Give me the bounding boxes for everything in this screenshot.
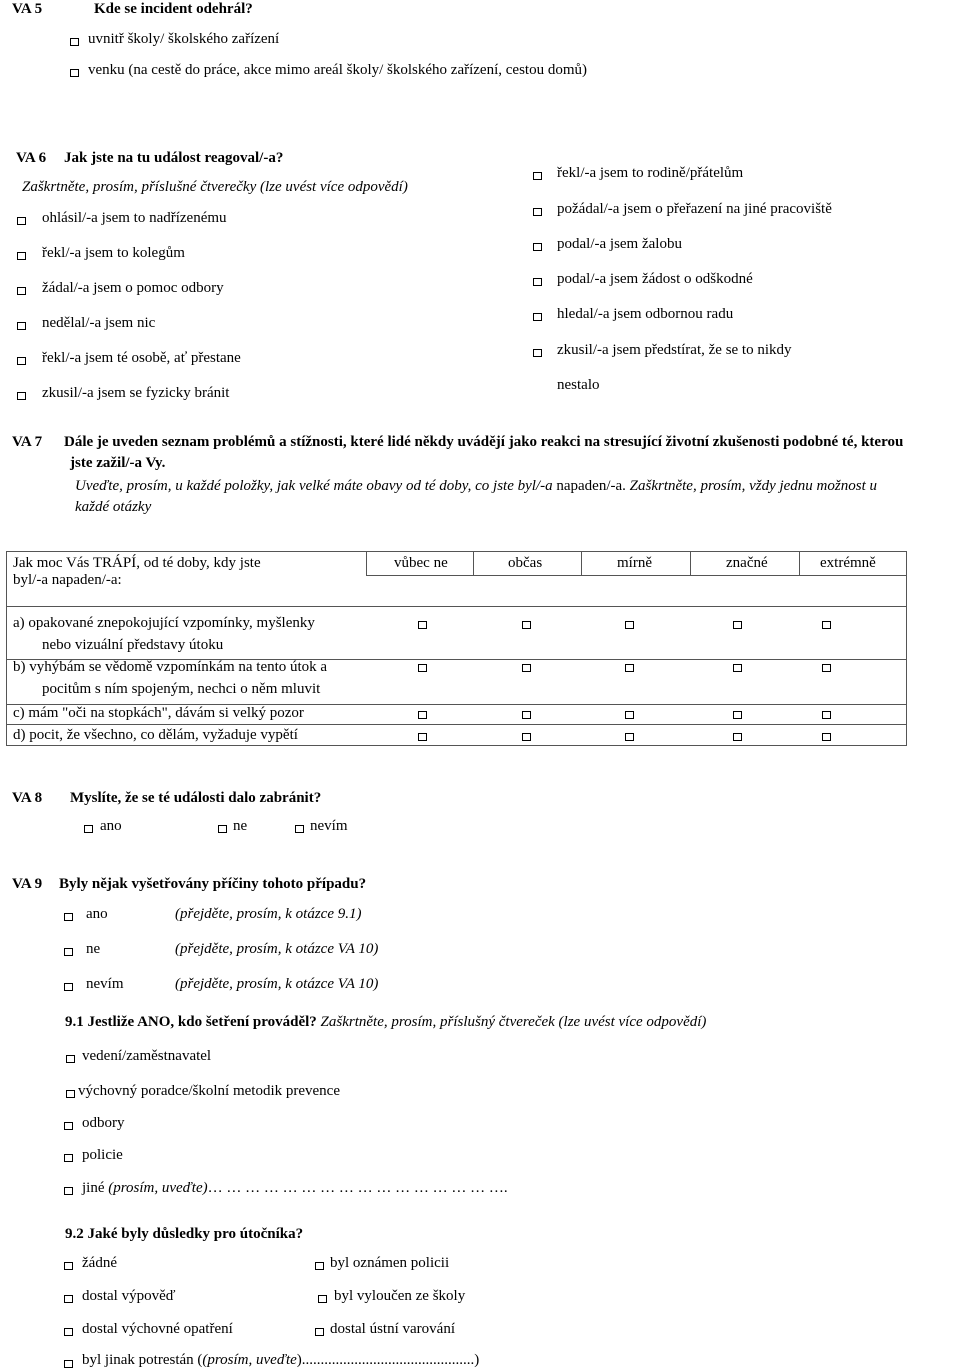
- va5-option-2-checkbox[interactable]: [70, 69, 79, 77]
- q91-other-checkbox[interactable]: [64, 1187, 73, 1195]
- q92-other-fill[interactable]: )..............................................): [296, 1352, 480, 1368]
- q92-left-option-2-checkbox[interactable]: [64, 1295, 73, 1303]
- va6-left-option-5-checkbox[interactable]: [17, 357, 26, 365]
- q91-option-2-label: výchovný poradce/školní metodik prevence: [78, 1083, 341, 1099]
- va7-row-a-line2: nebo vizuální představy útoku: [42, 637, 224, 653]
- q91-option-4-label: policie: [82, 1147, 123, 1163]
- va7-instruction-part-c: Zaškrtněte, prosím, vždy jednu možnost u: [629, 478, 877, 494]
- va6-left-option-1-checkbox[interactable]: [17, 217, 26, 225]
- q91-option-3-checkbox[interactable]: [64, 1122, 73, 1130]
- va7-col-extremne: extrémně: [820, 555, 876, 571]
- va7-col-znacne: značné: [726, 555, 768, 571]
- q92-other-checkbox[interactable]: [64, 1360, 73, 1368]
- va7-row-b-znacne-checkbox[interactable]: [733, 664, 742, 672]
- va6-left-option-6-checkbox[interactable]: [17, 392, 26, 400]
- va6-left-option-2-label: řekl/-a jsem to kolegům: [42, 245, 185, 261]
- va8-ne-checkbox[interactable]: [218, 825, 227, 833]
- va9-question: Byly nějak vyšetřovány příčiny tohoto případu?: [59, 876, 367, 892]
- va9-ne-checkbox[interactable]: [64, 948, 73, 956]
- va7-instruction-line2: každé otázky: [75, 499, 152, 515]
- va7-row-a-extremne-checkbox[interactable]: [822, 621, 831, 629]
- q91-other-fill[interactable]: … … … … … … … … … … … … … … … ….: [207, 1180, 508, 1196]
- va7-row-d-obcas-checkbox[interactable]: [522, 733, 531, 741]
- va6-right-option-1-checkbox[interactable]: [533, 172, 542, 180]
- va7-row-c-mirne-checkbox[interactable]: [625, 711, 634, 719]
- va6-right-option-6-continuation: nestalo: [557, 377, 600, 393]
- va6-left-option-6-label: zkusil/-a jsem se fyzicky bránit: [42, 385, 230, 401]
- va7-row-a-mirne-checkbox[interactable]: [625, 621, 634, 629]
- va6-left-option-5-label: řekl/-a jsem té osobě, ať přestane: [42, 350, 241, 366]
- va7-instruction-line1: [75, 477, 877, 495]
- va6-left-option-3-label: žádal/-a jsem o pomoc odbory: [42, 280, 224, 296]
- q91-option-3-label: odbory: [82, 1115, 125, 1131]
- q92-question: 9.2 Jaké byly důsledky pro útočníka?: [65, 1226, 304, 1242]
- va7-row-c-znacne-checkbox[interactable]: [733, 711, 742, 719]
- va6-question: Jak jste na tu událost reagoval/-a?: [64, 150, 284, 166]
- va7-row-c-extremne-checkbox[interactable]: [822, 711, 831, 719]
- va6-left-option-1-label: ohlásil/-a jsem to nadřízenému: [42, 210, 227, 226]
- va9-number: VA 9: [12, 876, 43, 892]
- va7-row-a-line1: a) opakované znepokojující vzpomínky, myšlenky: [13, 615, 315, 631]
- va7-col-vubec-ne: vůbec ne: [394, 555, 448, 571]
- q92-left-option-1-label: žádné: [82, 1255, 117, 1271]
- va7-row-a-vubec-ne-checkbox[interactable]: [418, 621, 427, 629]
- va6-right-option-6-label: zkusil/-a jsem předstírat, že se to nikdy: [557, 342, 792, 358]
- va7-row-b-mirne-checkbox[interactable]: [625, 664, 634, 672]
- q91-other-label: jiné: [82, 1180, 109, 1196]
- va7-table-header-line1: Jak moc Vás TRÁPÍ, od té doby, kdy jste: [13, 555, 261, 571]
- va8-ano-checkbox[interactable]: [84, 825, 93, 833]
- va7-col-obcas: občas: [508, 555, 543, 571]
- q91-other-note: (prosím, uveďte): [108, 1180, 208, 1196]
- va7-number: VA 7: [12, 434, 43, 450]
- va6-instruction: Zaškrtněte, prosím, příslušné čtverečky (lze uvést více odpovědí): [22, 179, 408, 195]
- q91-instruction: Zaškrtněte, prosím, příslušný čtvereček (lze uvést více odpovědí): [316, 1014, 707, 1030]
- va8-nevim-checkbox[interactable]: [295, 825, 304, 833]
- va7-row-a-obcas-checkbox[interactable]: [522, 621, 531, 629]
- va7-row-d-extremne-checkbox[interactable]: [822, 733, 831, 741]
- va5-option-1-checkbox[interactable]: [70, 38, 79, 46]
- q91-option-4-checkbox[interactable]: [64, 1154, 73, 1162]
- va6-right-option-1-label: řekl/-a jsem to rodině/přátelům: [557, 165, 744, 181]
- va6-right-option-5-checkbox[interactable]: [533, 313, 542, 321]
- va6-right-option-6-checkbox[interactable]: [533, 349, 542, 357]
- va5-option-2-label: venku (na cestě do práce, akce mimo areál školy/ školského zařízení, cestou domů): [88, 62, 587, 78]
- va6-left-option-2-checkbox[interactable]: [17, 252, 26, 260]
- va6-left-option-4-label: nedělal/-a jsem nic: [42, 315, 156, 331]
- va9-ano-note: (přejděte, prosím, k otázce 9.1): [175, 906, 362, 922]
- q92-left-option-1-checkbox[interactable]: [64, 1262, 73, 1270]
- va7-row-a-znacne-checkbox[interactable]: [733, 621, 742, 629]
- va7-row-b-extremne-checkbox[interactable]: [822, 664, 831, 672]
- q91-option-2-checkbox[interactable]: [66, 1090, 75, 1098]
- va9-nevim-note: (přejděte, prosím, k otázce VA 10): [175, 976, 379, 992]
- q92-left-option-3-checkbox[interactable]: [64, 1328, 73, 1336]
- va7-row-b-line2: pocitům s ním spojeným, nechci o něm mluvit: [42, 681, 321, 697]
- va6-right-option-4-label: podal/-a jsem žádost o odškodné: [557, 271, 753, 287]
- va5-question: Kde se incident odehrál?: [94, 1, 253, 17]
- q92-right-option-3-checkbox[interactable]: [315, 1328, 324, 1336]
- va8-ne-label: ne: [233, 818, 248, 834]
- q92-right-option-1-checkbox[interactable]: [315, 1262, 324, 1270]
- va9-ano-checkbox[interactable]: [64, 913, 73, 921]
- q92-other-line: [82, 1351, 479, 1369]
- q92-right-option-1-label: byl oznámen policii: [330, 1255, 450, 1271]
- q91-other-line: [82, 1179, 508, 1197]
- va8-question: Myslíte, že se té události dalo zabránit?: [70, 790, 322, 806]
- va7-row-b-line1: b) vyhýbám se vědomě vzpomínkám na tento útok a: [13, 659, 328, 675]
- va7-row-b-vubec-ne-checkbox[interactable]: [418, 664, 427, 672]
- va8-nevim-label: nevím: [310, 818, 348, 834]
- va5-option-1-label: uvnitř školy/ školského zařízení: [88, 31, 280, 47]
- q92-left-option-2-label: dostal výpověď: [82, 1288, 176, 1304]
- va9-nevim-checkbox[interactable]: [64, 983, 73, 991]
- va9-ne-note: (přejděte, prosím, k otázce VA 10): [175, 941, 379, 957]
- q91-option-1-label: vedení/zaměstnavatel: [82, 1048, 212, 1064]
- q92-left-option-3-label: dostal výchovné opatření: [82, 1321, 233, 1337]
- va7-col-mirne: mírně: [617, 555, 652, 571]
- va9-ne-label: ne: [86, 941, 101, 957]
- va6-right-option-2-checkbox[interactable]: [533, 208, 542, 216]
- va8-ano-label: ano: [100, 818, 122, 834]
- va7-row-d-znacne-checkbox[interactable]: [733, 733, 742, 741]
- va9-nevim-label: nevím: [86, 976, 124, 992]
- q92-right-option-2-label: byl vyloučen ze školy: [334, 1288, 466, 1304]
- va6-left-option-3-checkbox[interactable]: [17, 287, 26, 295]
- va7-row-b-obcas-checkbox[interactable]: [522, 664, 531, 672]
- va6-right-option-5-label: hledal/-a jsem odbornou radu: [557, 306, 734, 322]
- va6-right-option-3-label: podal/-a jsem žalobu: [557, 236, 682, 252]
- q91-heading: [65, 1013, 706, 1031]
- q92-other-note: (prosím, uveďte: [202, 1352, 297, 1368]
- va6-right-option-2-label: požádal/-a jsem o přeřazení na jiné pracoviště: [557, 201, 832, 217]
- q92-right-option-3-label: dostal ústní varování: [330, 1321, 455, 1337]
- q92-right-option-2-checkbox[interactable]: [318, 1295, 327, 1303]
- va7-row-c-vubec-ne-checkbox[interactable]: [418, 711, 427, 719]
- va6-right-option-3-checkbox[interactable]: [533, 243, 542, 251]
- va6-number: VA 6: [16, 150, 47, 166]
- va7-row-d-label: d) pocit, že všechno, co dělám, vyžaduje vypětí: [13, 727, 298, 743]
- va7-question-line2: jste zažil/-a Vy.: [70, 455, 166, 471]
- q92-other-label: byl jinak potrestán (: [82, 1352, 203, 1368]
- va7-instruction-part-b: napaden/-a.: [556, 478, 630, 494]
- va7-row-c-obcas-checkbox[interactable]: [522, 711, 531, 719]
- va7-question-line1: Dále je uveden seznam problémů a stížnosti, které lidé někdy uvádějí jako reakci na stresující životní zkušenosti podobné té, kterou: [64, 434, 904, 450]
- va7-row-d-vubec-ne-checkbox[interactable]: [418, 733, 427, 741]
- q91-option-1-checkbox[interactable]: [66, 1055, 75, 1063]
- va7-row-c-label: c) mám "oči na stopkách", dávám si velký pozor: [13, 705, 304, 721]
- va9-ano-label: ano: [86, 906, 108, 922]
- va8-number: VA 8: [12, 790, 43, 806]
- va6-left-option-4-checkbox[interactable]: [17, 322, 26, 330]
- va7-row-d-mirne-checkbox[interactable]: [625, 733, 634, 741]
- va7-instruction-part-a: Uveďte, prosím, u každé položky, jak velké máte obavy od té doby, co jste byl/-a: [75, 478, 557, 494]
- q91-question: 9.1 Jestliže ANO, kdo šetření prováděl?: [65, 1014, 317, 1030]
- va6-right-option-4-checkbox[interactable]: [533, 278, 542, 286]
- va5-number: VA 5: [12, 1, 43, 17]
- va7-table-header-line2: byl/-a napaden/-a:: [13, 572, 122, 588]
